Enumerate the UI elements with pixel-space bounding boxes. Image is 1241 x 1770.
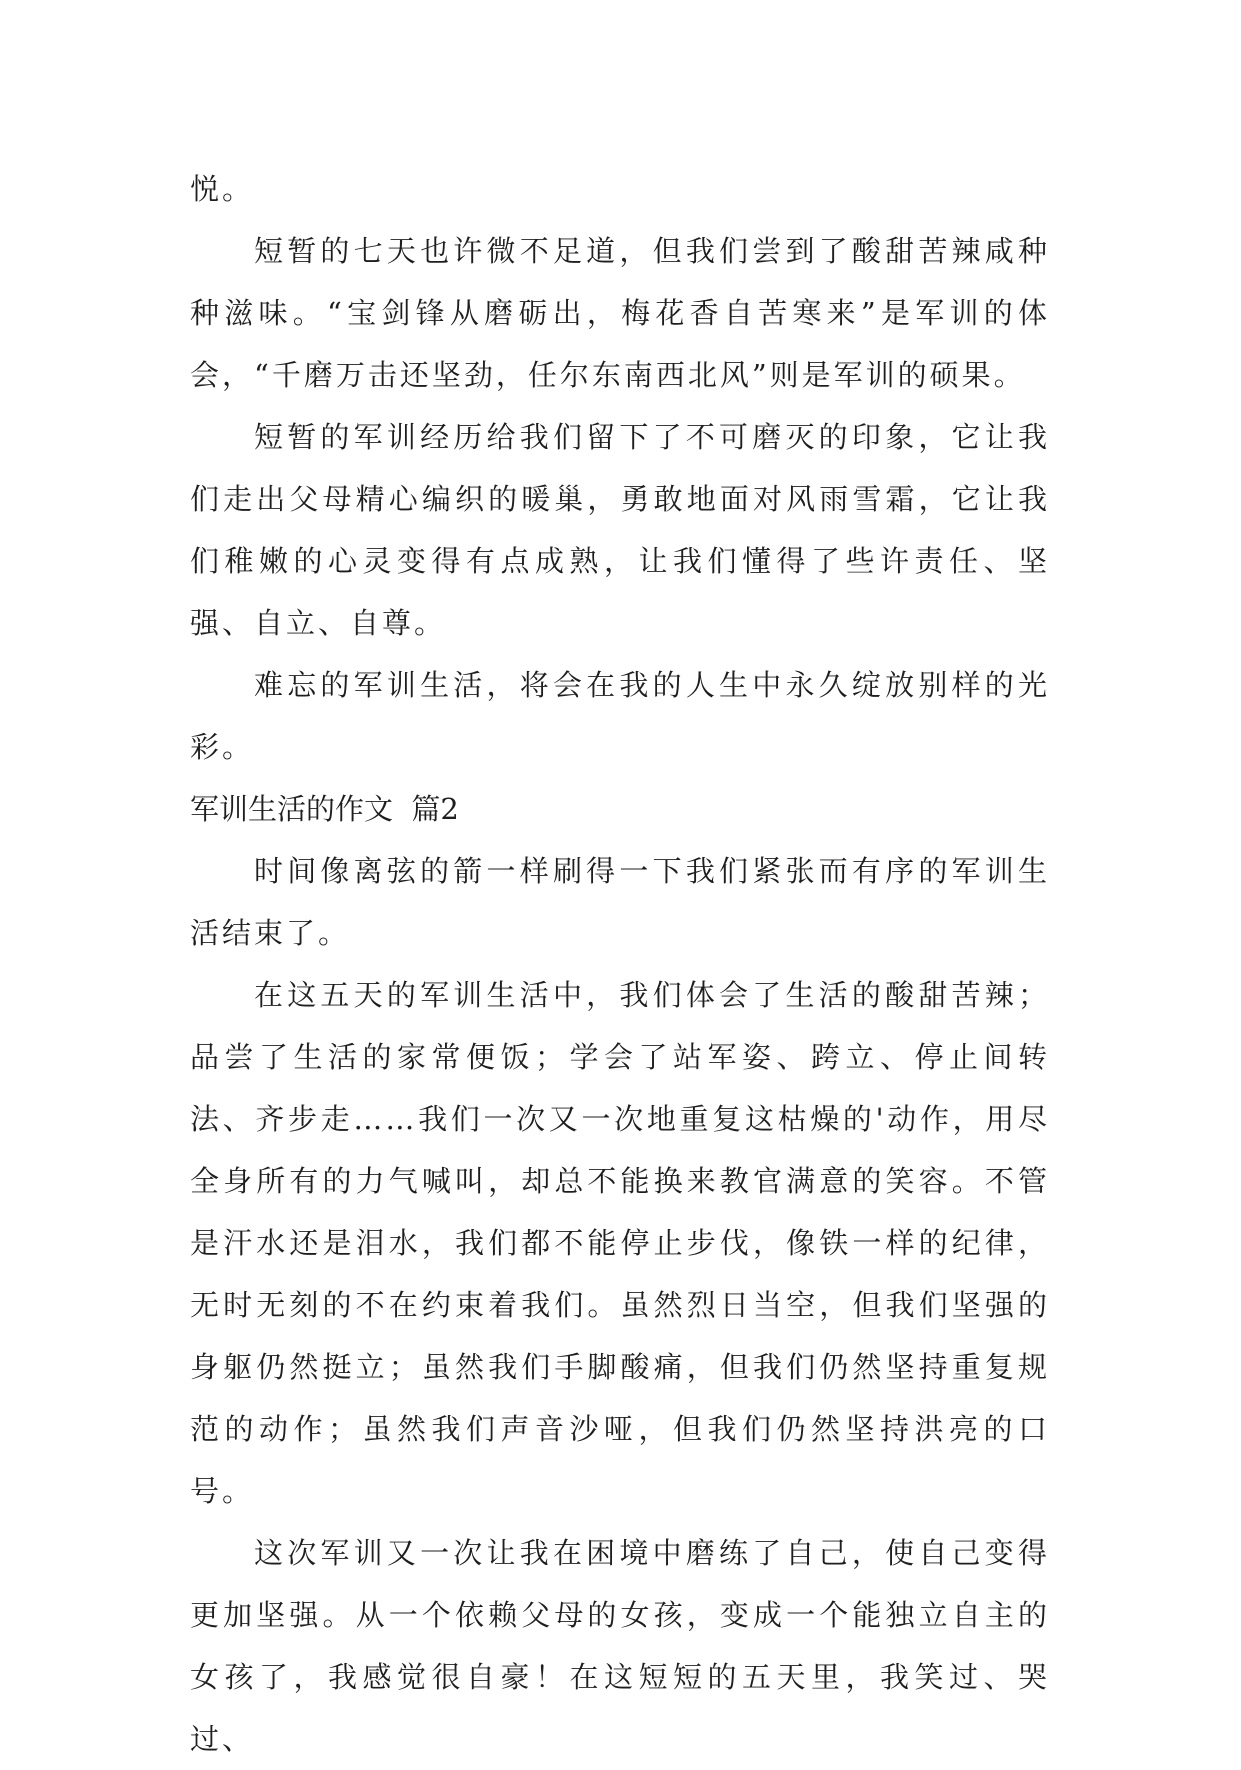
document-body	[190, 158, 1050, 1770]
paragraph: 时间像离弦的箭一样刷得一下我们紧张而有序的军训生活结束了。	[190, 854, 1050, 950]
paragraph: 短暂的七天也许微不足道，但我们尝到了酸甜苦辣咸种种滋味。“宝剑锋从磨砺出，梅花香自苦寒来”是军训的体会，“千磨万击还坚劲，任尔东南西北风”则是军训的硕果。	[190, 234, 1050, 392]
paragraph: 短暂的军训经历给我们留下了不可磨灭的印象，它让我们走出父母精心编织的暖巢，勇敢地面对风雨雪霜，它让我们稚嫩的心灵变得有点成熟，让我们懂得了些许责任、坚强、自立、自尊。	[190, 420, 1050, 640]
paragraph: 难忘的军训生活，将会在我的人生中永久绽放别样的光彩。	[190, 668, 1050, 764]
section-heading: 军训生活的作文 篇2	[190, 792, 459, 826]
paragraph: 这次军训又一次让我在困境中磨练了自己，使自己变得更加坚强。从一个依赖父母的女孩，变成一个能独立自主的女孩了，我感觉很自豪！在这短短的五天里，我笑过、哭过、	[190, 1536, 1050, 1756]
paragraph: 在这五天的军训生活中，我们体会了生活的酸甜苦辣；品尝了生活的家常便饭；学会了站军姿、跨立、停止间转法、齐步走……我们一次又一次地重复这枯燥的'动作，用尽全身所有的力气喊叫，却总不能换来教官满意的笑容。不管是汗水还是泪水，我们都不能停止步伐，像铁一样的纪律，无时无刻的不在约束着我们。虽然烈日当空，但我们坚强的身躯仍然挺立；虽然我们手脚酸痛，但我们仍然坚持重复规范的动作；虽然我们声音沙哑，但我们仍然坚持洪亮的口号。	[190, 978, 1050, 1508]
paragraph-continuation: 悦。	[190, 172, 255, 206]
